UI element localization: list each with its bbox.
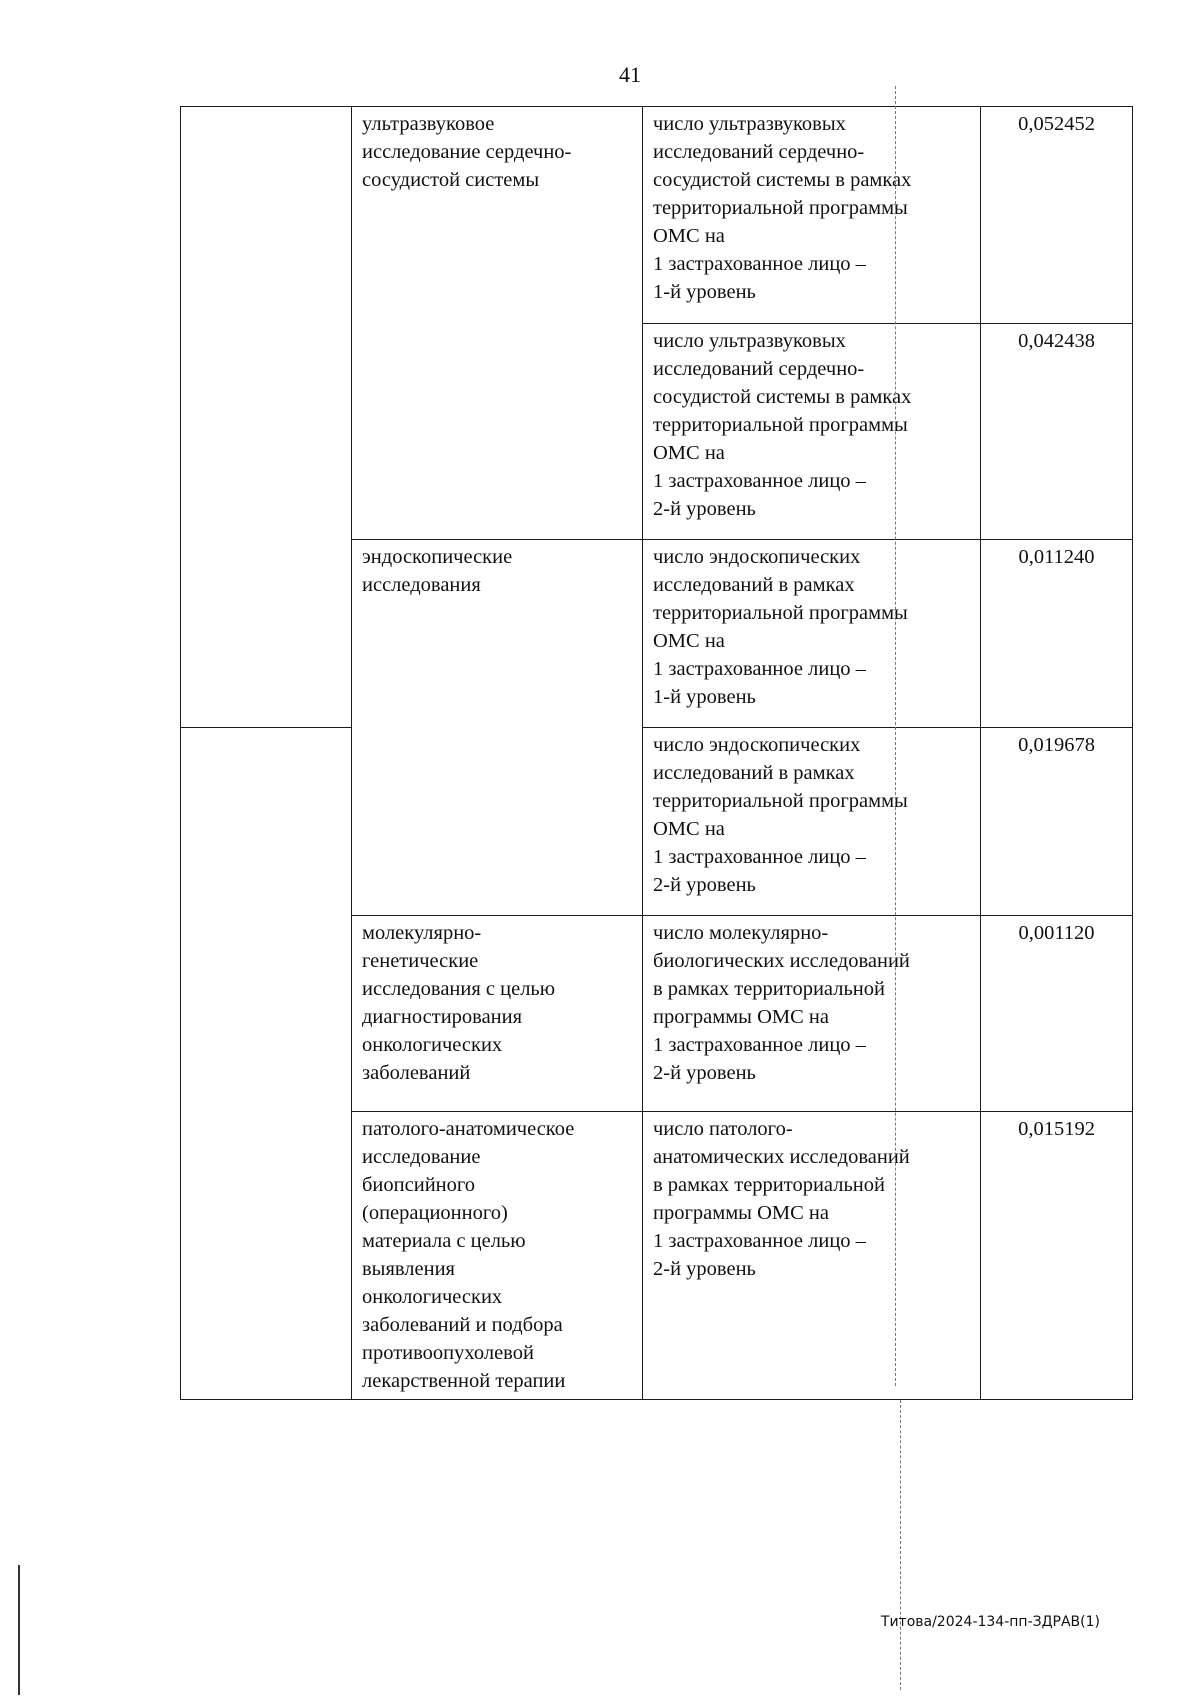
document-code: Титова/2024-134-пп-ЗДРАВ(1) <box>880 1614 1100 1630</box>
value-cell: 0,019678 <box>981 728 1133 916</box>
indicators-table <box>180 106 1133 1400</box>
value-cell: 0,052452 <box>981 107 1133 324</box>
first-column-cell <box>181 728 352 1400</box>
indicator-cell: число ультразвуковых исследований сердечно- сосудистой системы в рамках территориальной программы ОМС на 1 застрахованное лицо – 2-й уровень <box>643 324 981 540</box>
indicator-cell: число патолого- анатомических исследований в рамках территориальной программы ОМС на 1 застрахованное лицо – 2-й уровень <box>643 1112 981 1400</box>
scan-artifact-line <box>895 86 896 1386</box>
scan-artifact-line <box>900 1400 901 1690</box>
study-type-cell: эндоскопические исследования <box>352 540 643 916</box>
table-row <box>181 107 1133 324</box>
value-cell: 0,015192 <box>981 1112 1133 1400</box>
page-edge-line <box>18 1565 20 1695</box>
indicator-cell: число эндоскопических исследований в рамках территориальной программы ОМС на 1 застрахованное лицо – 1-й уровень <box>643 540 981 728</box>
indicator-cell: число ультразвуковых исследований сердечно- сосудистой системы в рамках территориальной программы ОМС на 1 застрахованное лицо – 1-й уровень <box>643 107 981 324</box>
indicator-cell: число молекулярно- биологических исследований в рамках территориальной программы ОМС на 1 застрахованное лицо – 2-й уровень <box>643 916 981 1112</box>
study-type-cell: ультразвуковое исследование сердечно- сосудистой системы <box>352 107 643 540</box>
study-type-cell: патолого-анатомическое исследование биопсийного (операционного) материала с целью выявления онкологических заболеваний и подбора противоопухолевой лекарственной терапии <box>352 1112 643 1400</box>
page-number: 41 <box>619 62 641 87</box>
first-column-cell <box>181 107 352 728</box>
study-type-cell: молекулярно- генетические исследования с целью диагностирования онкологических заболеваний <box>352 916 643 1112</box>
table-row <box>181 728 1133 916</box>
value-cell: 0,011240 <box>981 540 1133 728</box>
indicator-cell: число эндоскопических исследований в рамках территориальной программы ОМС на 1 застрахованное лицо – 2-й уровень <box>643 728 981 916</box>
value-cell: 0,042438 <box>981 324 1133 540</box>
value-cell: 0,001120 <box>981 916 1133 1112</box>
